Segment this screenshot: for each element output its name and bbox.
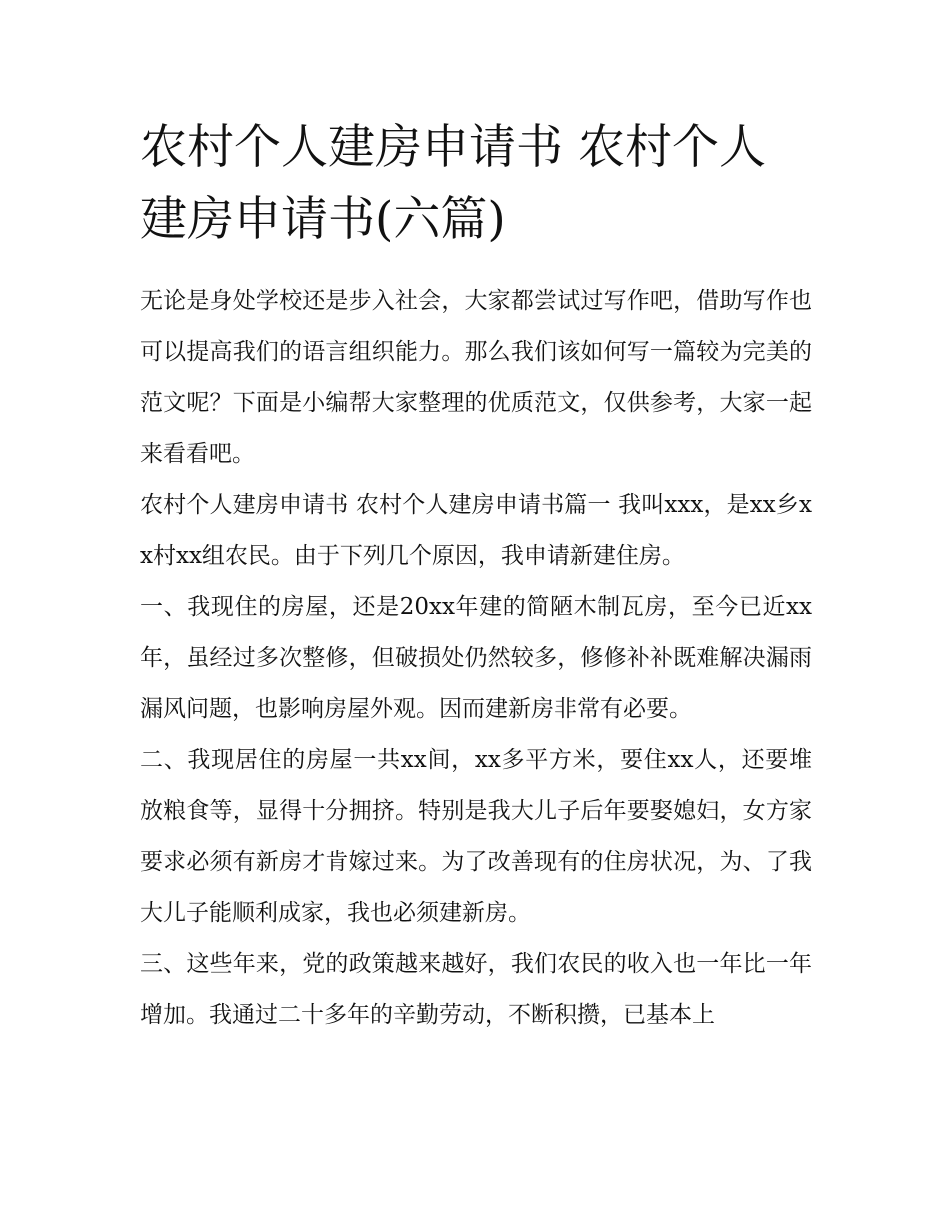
paragraph-applicant: 农村个人建房申请书 农村个人建房申请书篇一 我叫xxx，是xx乡xx村xx组农民。由于下列几个原因，我申请新建住房。: [140, 492, 812, 569]
document-page: [140, 112, 812, 1041]
paragraph-reason-two: 二、我现居住的房屋一共xx间，xx多平方米，要住xx人，还要堆放粮食等，显得十分拥挤。特别是我大儿子后年要娶媳妇，女方家要求必须有新房才肯嫁过来。为了改善现有的住房状况，为、了我大儿子能顺利成家，我也必须建新房。: [140, 747, 812, 926]
paragraph-reason-three: 三、这些年来，党的政策越来越好，我们农民的收入也一年比一年增加。我通过二十多年的辛勤劳动，不断积攒，已基本上: [140, 951, 812, 1028]
document-title: 农村个人建房申请书 农村个人建房申请书(六篇): [140, 120, 766, 247]
paragraph-intro: 无论是身处学校还是步入社会，大家都尝试过写作吧，借助写作也可以提高我们的语言组织能力。那么我们该如何写一篇较为完美的范文呢？下面是小编帮大家整理的优质范文，仅供参考，大家一起来看看吧。: [140, 288, 812, 467]
paragraph-reason-one: 一、我现住的房屋，还是20xx年建的简陋木制瓦房，至今已近xx年，虽经过多次整修，但破损处仍然较多，修修补补既难解决漏雨漏风问题，也影响房屋外观。因而建新房非常有必要。: [140, 594, 812, 722]
